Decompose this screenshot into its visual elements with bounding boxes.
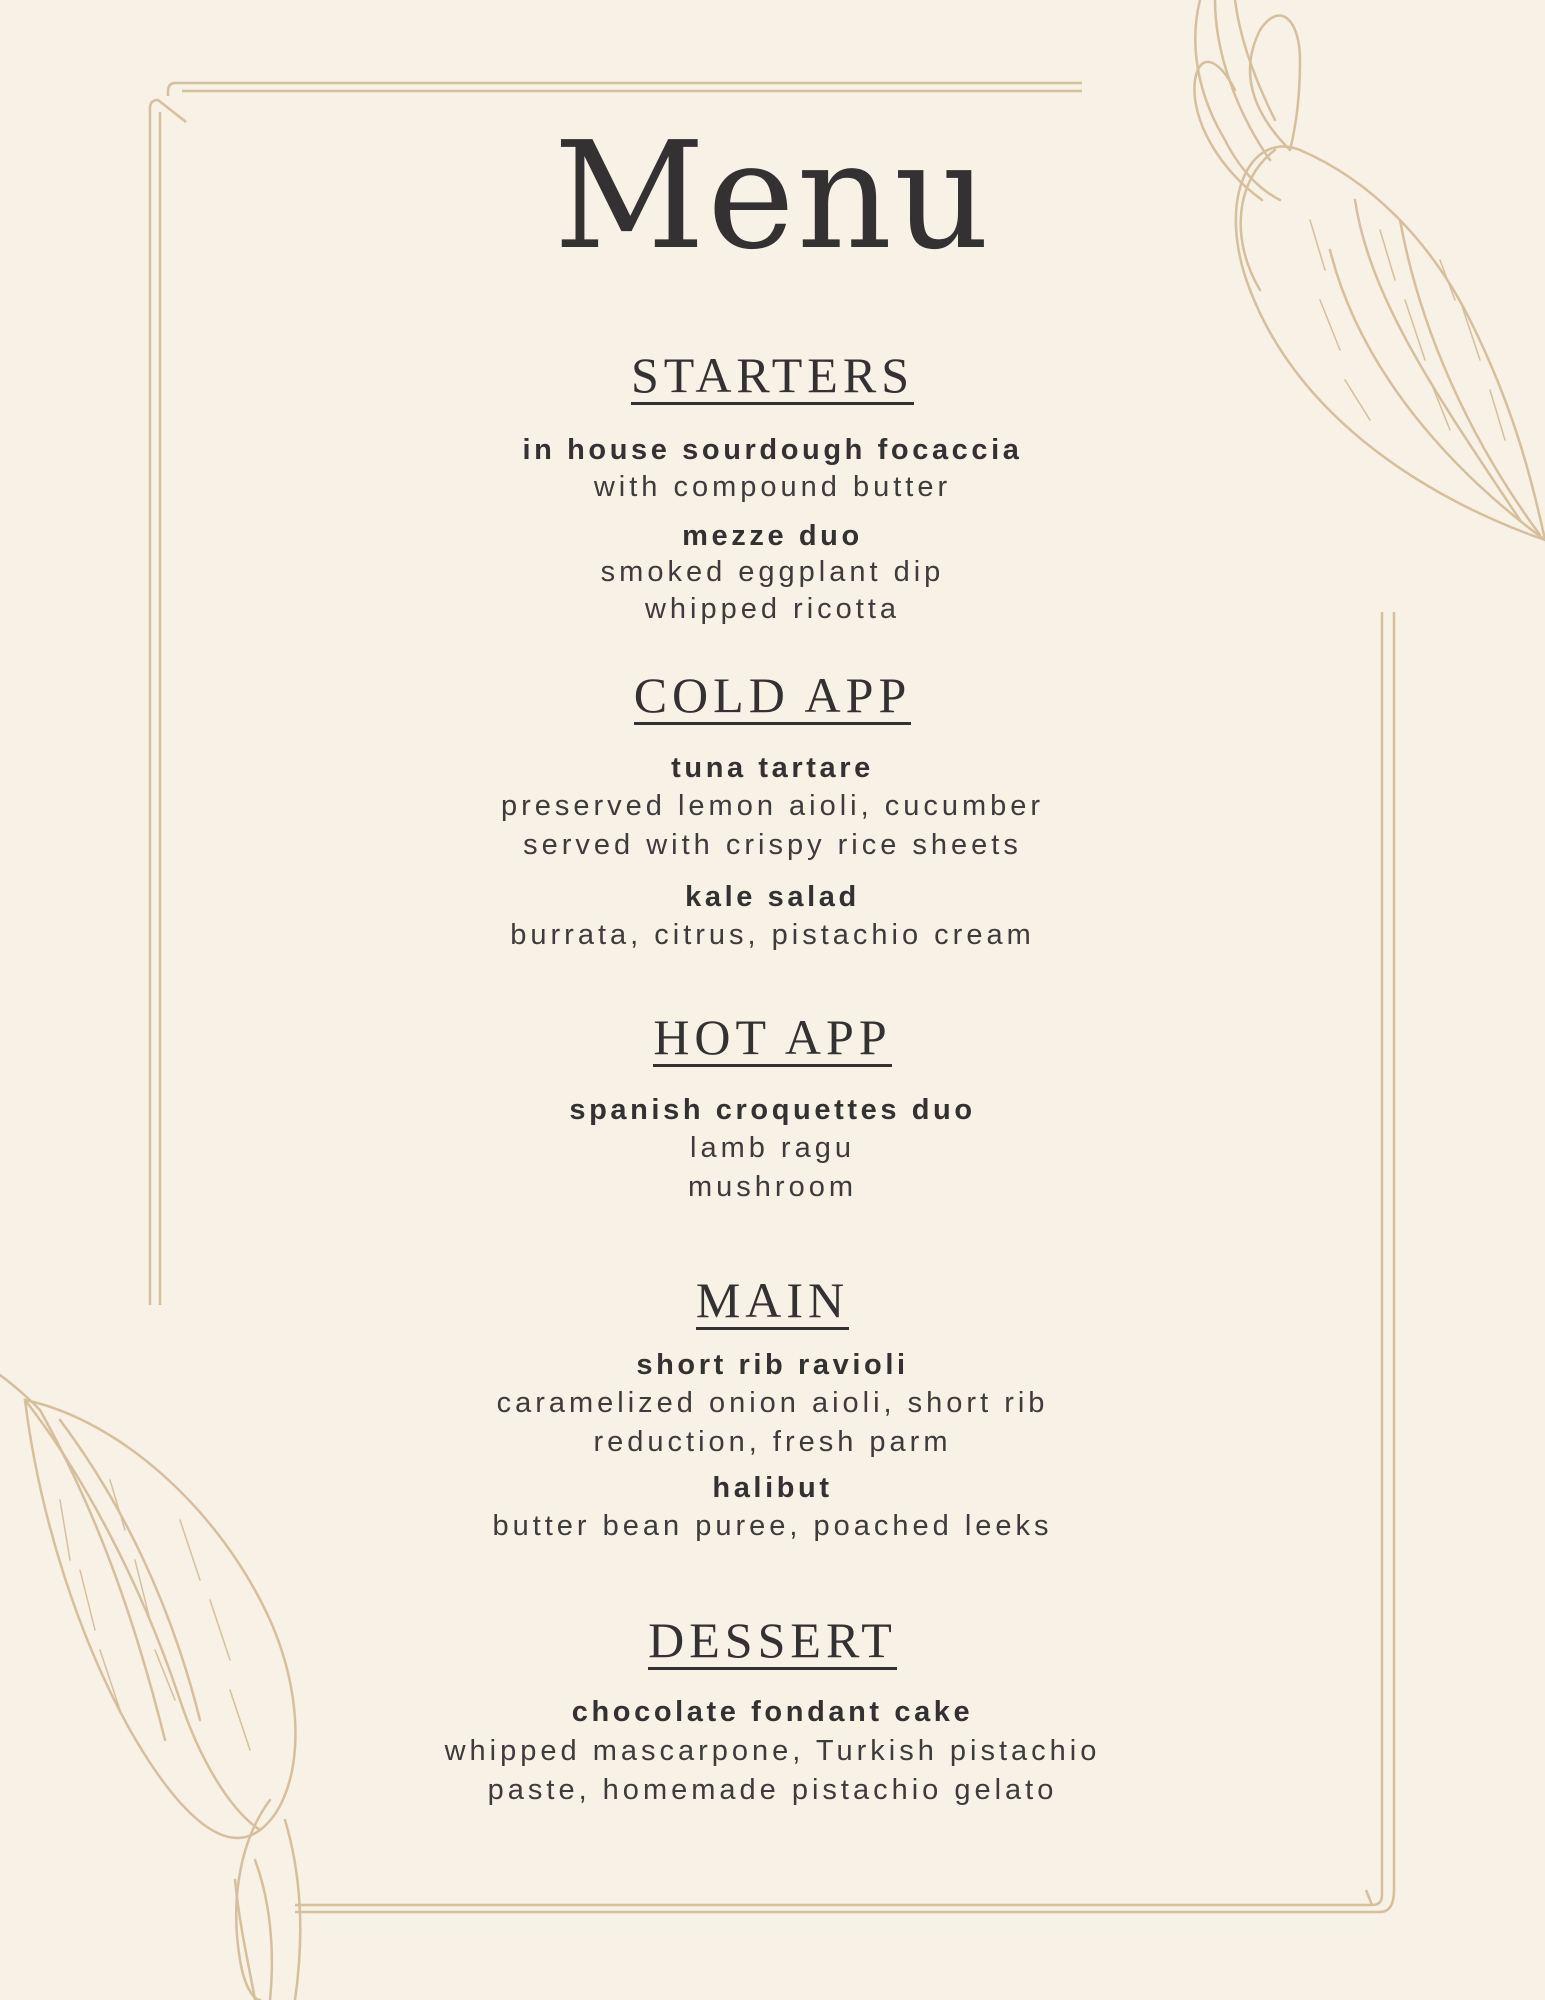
section-heading-label: HOT APP xyxy=(653,1009,892,1065)
section-heading-hot-app xyxy=(0,1009,1545,1067)
section-heading-cold-app xyxy=(0,667,1545,725)
section-heading-starters xyxy=(0,347,1545,405)
item-description: mushroom xyxy=(688,1171,857,1203)
section-heading-label: DESSERT xyxy=(648,1612,897,1668)
item-name-halibut: halibut xyxy=(712,1472,833,1504)
item-description: reduction, fresh parm xyxy=(593,1426,952,1458)
item-name-focaccia: in house sourdough focaccia xyxy=(522,434,1023,466)
item-name-short-rib-ravioli: short rib ravioli xyxy=(636,1349,909,1381)
section-heading-label: MAIN xyxy=(695,1272,850,1328)
item-description: butter bean puree, poached leeks xyxy=(492,1510,1053,1542)
item-description: whipped ricotta xyxy=(644,593,901,625)
section-heading-main xyxy=(0,1272,1545,1330)
section-heading-label: COLD APP xyxy=(633,667,912,723)
item-name-tuna-tartare: tuna tartare xyxy=(671,752,874,784)
item-description: lamb ragu xyxy=(690,1132,855,1164)
leaf-illustration-bottom-left xyxy=(0,1375,300,2000)
item-description: paste, homemade pistachio gelato xyxy=(487,1774,1058,1806)
item-description: with compound butter xyxy=(593,471,952,503)
section-heading-dessert xyxy=(0,1612,1545,1670)
item-description: served with crispy rice sheets xyxy=(523,829,1022,861)
item-description: burrata, citrus, pistachio cream xyxy=(510,919,1035,951)
section-heading-label: STARTERS xyxy=(630,347,915,403)
item-description: smoked eggplant dip xyxy=(600,556,945,588)
item-description: whipped mascarpone, Turkish pistachio xyxy=(444,1735,1101,1767)
item-name-croquettes: spanish croquettes duo xyxy=(569,1094,976,1126)
item-name-kale-salad: kale salad xyxy=(685,881,860,913)
item-description: preserved lemon aioli, cucumber xyxy=(500,790,1045,822)
item-name-mezze-duo: mezze duo xyxy=(682,520,863,552)
menu-title: Menu xyxy=(553,110,992,282)
item-name-chocolate-fondant-cake: chocolate fondant cake xyxy=(571,1696,974,1728)
item-description: caramelized onion aioli, short rib xyxy=(496,1387,1049,1419)
